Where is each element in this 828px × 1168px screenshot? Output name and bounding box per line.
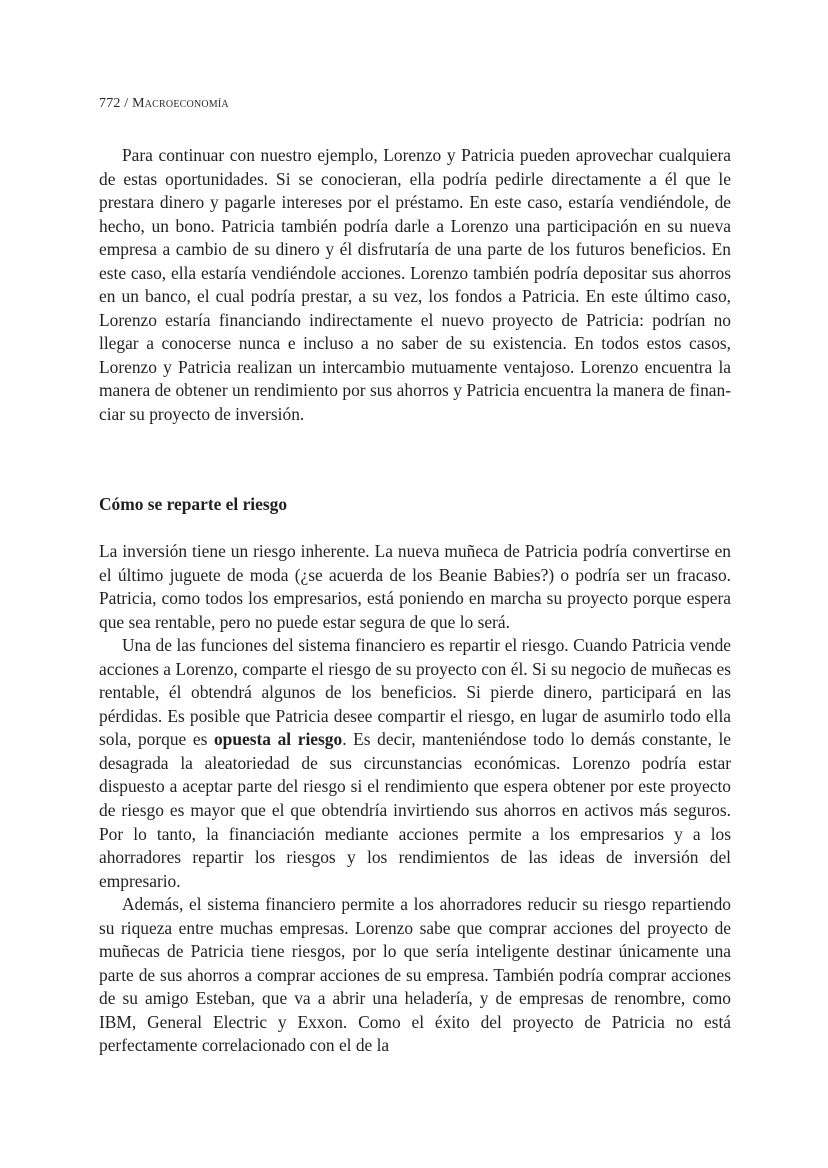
book-title: Macroeconomía xyxy=(132,96,229,111)
paragraph xyxy=(99,634,731,893)
page-number: 772 xyxy=(99,96,121,111)
paragraph: Para continuar con nuestro ejemplo, Lorenzo y Patricia pueden aprovechar cualquiera de estas oportunidades. Si se conocieran, ella podría pedirle directamente a él que le prestara dinero y pagarle intereses por el préstamo. En este caso, estaría vendiéndole, de hecho, un bono. Patricia también podría darle a Lorenzo una participación en su nueva empresa a cambio de su dinero y él disfrutaría de una parte de los futuros beneficios. En este caso, ella estaría vendiéndole acciones. Lorenzo también podría depositar sus ahorros en un banco, el cual podría prestar, a su vez, los fondos a Patricia. En este último caso, Lorenzo estaría financiando indirectamente el nuevo proyecto de Patricia: podrían no llegar a conocerse nunca e incluso a no saber de su existencia. En todos estos casos, Lorenzo y Patricia realizan un intercambio mutuamente ventajoso. Lorenzo encuentra la manera de obtener un rendimiento por sus ahorros y Patricia encuentra la manera de financiar su proyecto de inversión. xyxy=(99,145,731,425)
paragraph-text: Una de las funciones del sistema financiero es repartir el riesgo. Cuando Patricia vende acciones a Lorenzo, comparte el riesgo de su proyecto con él. Si su negocio de muñecas es rentable, él obtendrá algunos de los beneficios. Si pierde dinero, participará en las pérdidas. Es posible que Patricia desee compartir el riesgo, en lugar de asumirlo todo ella sola, porque es xyxy=(99,635,731,750)
paragraph-text: . Es decir, manteniéndose todo lo demás constante, le desagrada la aleatoriedad de sus circunstancias económicas. Lorenzo podría estar dispuesto a aceptar parte del riesgo si el rendimiento que espera obtener por este proyecto de riesgo es mayor que el que obtendría invirtiendo sus ahorros en activos más seguros. Por lo tanto, la financiación mediante acciones permite a los empresarios y a los ahorradores repartir los riesgos y los rendimientos de las ideas de inversión del empresario. xyxy=(99,729,731,891)
section-heading: Cómo se reparte el riesgo xyxy=(99,494,288,514)
running-header xyxy=(99,96,229,112)
paragraph: La inversión tiene un riesgo inherente. La nueva muñeca de Patricia podría convertirse en el último juguete de moda (¿se acuerda de los Beanie Babies?) o podría ser un fracaso. Patricia, como todos los empresarios, está poniendo en marcha su proyecto porque espera que sea rentable, pero no puede estar segura de que lo será. xyxy=(99,541,731,632)
intro-text-block xyxy=(99,144,731,427)
key-term: opuesta al riesgo xyxy=(213,729,343,750)
paragraph: Además, el sistema financiero permite a los ahorradores reducir su riesgo repartiendo su riqueza entre muchas empresas. Lorenzo sabe que comprar acciones del proyecto de muñecas de Patricia tiene riesgos, por lo que sería inteligente destinar únicamente una parte de sus ahorros a comprar acciones de su empresa. También podría comprar acciones de su amigo Esteban, que va a abrir una heladería, y de empresas de renombre, como IBM, General Electric y Exxon. Como el éxito del proyecto de Patricia no está perfectamente correlacionado con el de la xyxy=(99,894,731,1056)
header-separator: / xyxy=(120,96,133,111)
section-text-block xyxy=(99,540,731,1058)
